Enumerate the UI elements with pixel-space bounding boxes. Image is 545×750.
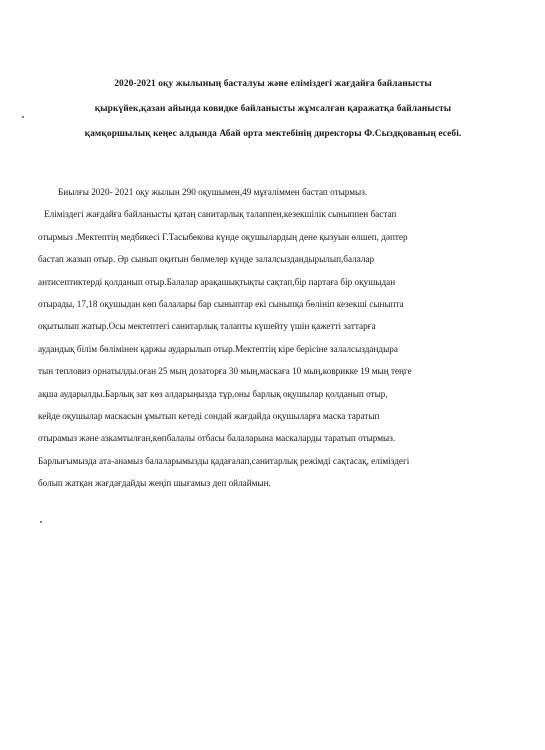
body-line: тын тепловиз орнатылды.оған 25 мың дозаторға 30 мың,маскаға 10 мың,коврикке 19 мың теңге: [38, 366, 412, 377]
title-line-1: 2020-2021 оқу жылының басталуы және еліміздегі жағдайға байланысты: [114, 79, 432, 89]
body-line: ақша аударылды.Барлық зат көз алдарыңызда тұр,оны барлық оқушылар қолданып отыр,: [38, 388, 388, 399]
report-body: [38, 181, 516, 495]
body-line: антисептиктерді қолданып отыр.Балалар арақашықтықты сақтап,бір партаға бір оқушыдан: [38, 276, 396, 287]
scan-speck: [22, 116, 24, 118]
body-line: Биылғы 2020- 2021 оқу жылын 290 оқушымен,49 мұғаліммен бастап отырмыз.: [58, 187, 368, 197]
body-line: отырады, 17,18 оқушыдан көп балалары бар сыныптар екі сыныпқа бөлініп кезекші сыныпта: [38, 299, 404, 310]
body-line: отырмыз .Мектептің медбикесі Г.Тасыбекова күнде оқушылардың дене қызуын өлшеп, дәптер: [38, 231, 408, 242]
scan-speck: [40, 521, 42, 523]
body-line: аудандық білім бөлімінен қаржы аударылып отыр.Мектептің кіре берісіне залалсыздандыра: [38, 343, 398, 354]
body-line: бастап жазып отыр. Әр сынып оқитын бөлмелер күнде залалсыздандырылып,балалар: [38, 254, 375, 265]
body-line: отырамыз және азкамтылған,көпбалалы отбасы балаларына маскаларды таратып отырмыз.: [38, 433, 396, 444]
title-line-2: қыркүйек,қазан айында ковидке байланысты жұмсалған қаражатқа байланысты: [94, 104, 452, 114]
body-line: Еліміздегі жағдайға байланысты қатаң санитарлық талаппен,кезекшілік сыныппен бастап: [44, 209, 397, 220]
body-line: кейде оқушылар маскасын ұмытып кетеді сондай жағдайда оқушыларға маска таратып: [38, 411, 380, 422]
title-line-3: қамқоршылық кеңес алдында Абай орта мектебінің директоры Ф.Сыздқованың есебі.: [84, 129, 462, 139]
document-title: [18, 72, 528, 147]
body-line: болып жатқан жағдағдайды жеңіп шығамыз деп ойлаймын.: [38, 478, 271, 489]
body-line: Барлығымызда ата-анамыз балаларымызды қадағалап,санитарлық режімді сақтасақ, еліміздегі: [38, 455, 410, 466]
body-line: оқытылып жатыр.Осы мектептегі санитарлық талапты күшейту үшін қажетті заттарға: [38, 321, 376, 332]
